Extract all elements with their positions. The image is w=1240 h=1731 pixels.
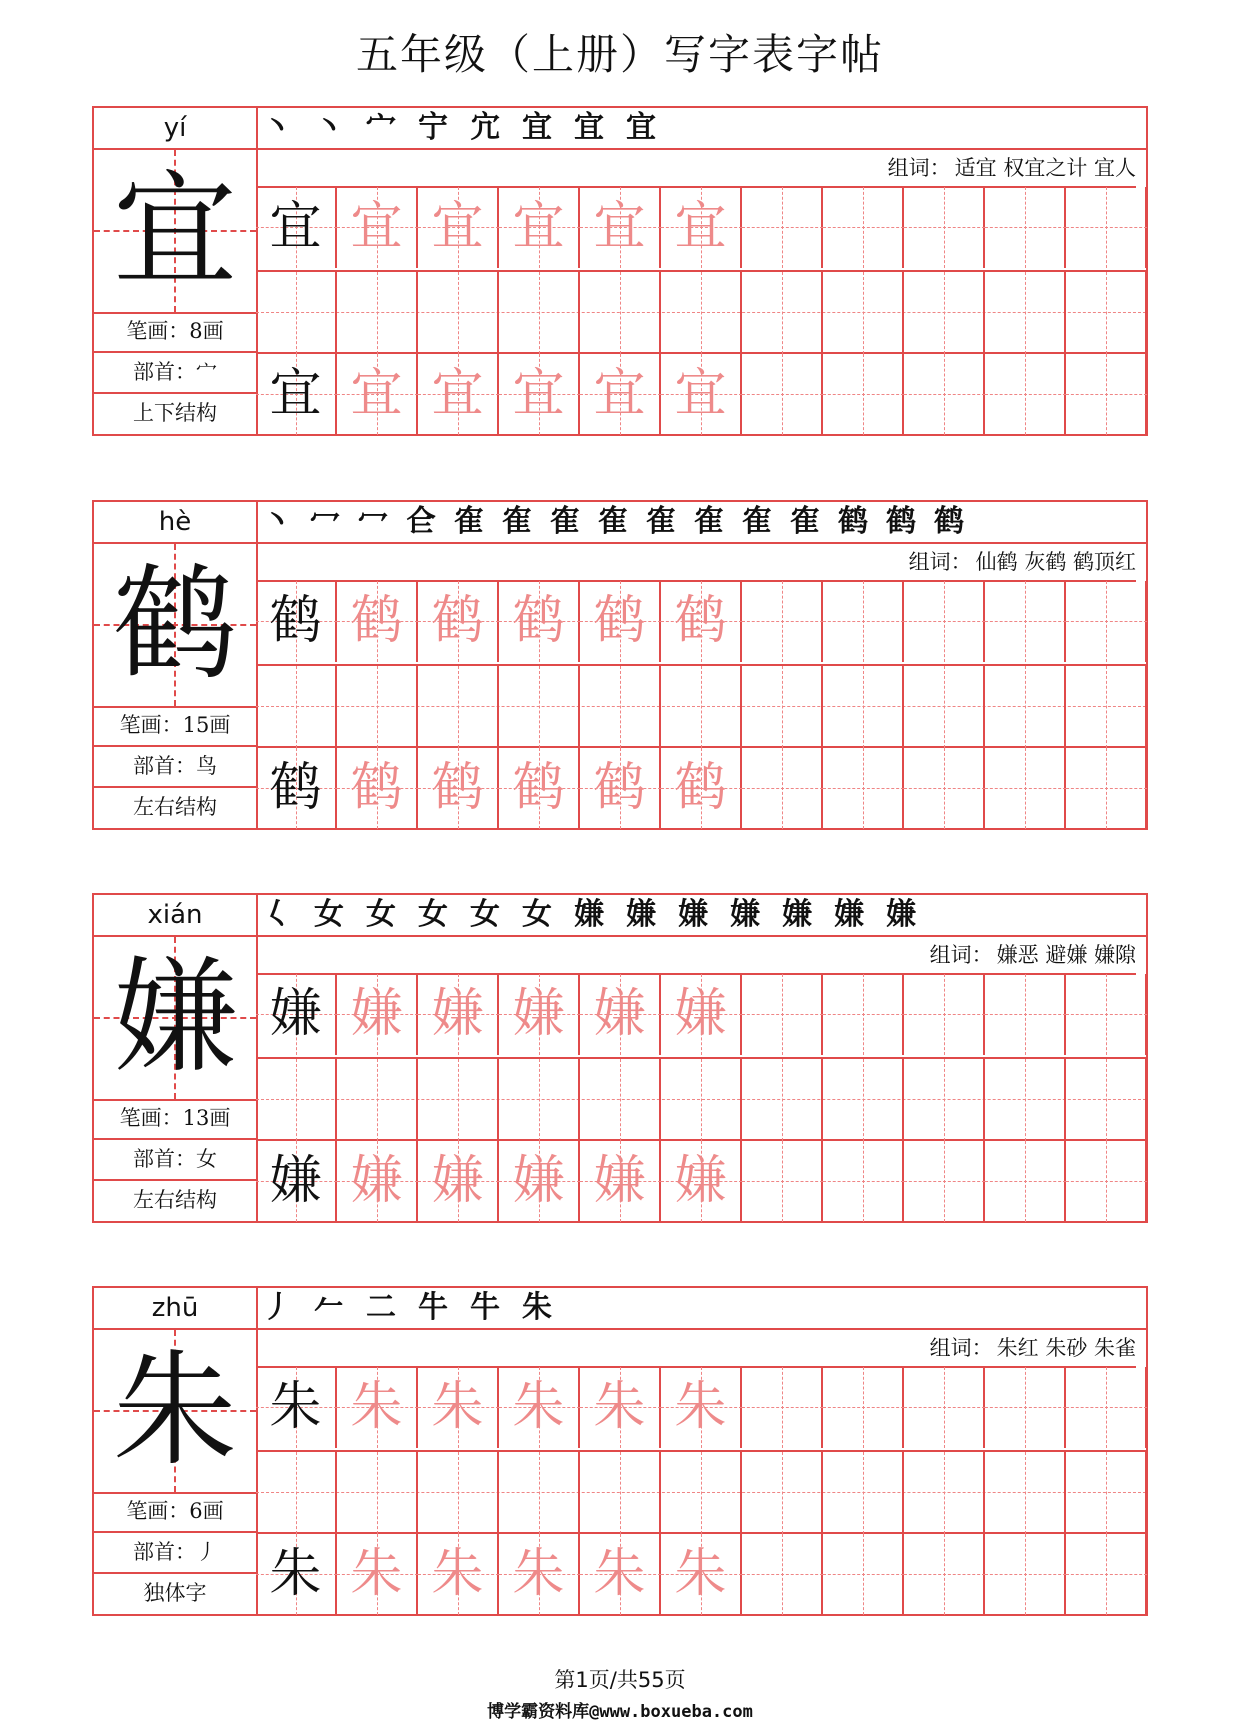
writing-cell (661, 581, 742, 662)
char-block-2 (92, 500, 1148, 830)
blank-cell (1066, 1059, 1147, 1141)
trace-char: 宜 (593, 364, 646, 424)
blank-cell (985, 1059, 1066, 1141)
writing-cell (661, 748, 742, 829)
trace-char: 朱 (512, 1377, 565, 1437)
model-char-cell (94, 150, 256, 314)
blank-cell (580, 666, 661, 748)
stroke-step: 隺 (502, 504, 532, 539)
stroke-step: 宜 (626, 110, 656, 145)
writing-cell[interactable] (823, 748, 904, 829)
structure: 独体字 (143, 1581, 207, 1605)
blank-cell (418, 272, 499, 354)
stroke-step: 仺 (406, 504, 436, 539)
writing-cell (337, 748, 418, 829)
trace-char: 嫌 (593, 1151, 646, 1211)
writing-cell (661, 1534, 742, 1615)
writing-row (256, 1367, 1146, 1449)
stroke-step: 隺 (454, 504, 484, 539)
model-char: 嫌 (112, 946, 237, 1090)
writing-row (256, 581, 1146, 663)
writing-row (256, 974, 1146, 1056)
blank-cell (256, 272, 337, 354)
char-block-3 (92, 893, 1148, 1223)
stroke-order-row (256, 1288, 1146, 1330)
writing-cell (418, 1141, 499, 1222)
trace-char: 嫌 (674, 984, 727, 1044)
practice-area (256, 1288, 1146, 1614)
stroke-order-row (256, 895, 1146, 937)
structure: 左右结构 (133, 1188, 217, 1212)
stroke-step: 宀 (366, 110, 396, 145)
model-char-cell (94, 1330, 256, 1494)
char-info-panel (94, 895, 258, 1221)
trace-char: 嫌 (512, 1151, 565, 1211)
stroke-step: 宜 (522, 110, 552, 145)
words-list: 嫌恶 避嫌 嫌隙 (996, 943, 1136, 967)
writing-row (256, 1532, 1146, 1616)
writing-cell (418, 974, 499, 1055)
stroke-step: 丶 (314, 110, 344, 145)
blank-row[interactable] (256, 1450, 1146, 1534)
example-char: 朱 (269, 1377, 322, 1437)
words-list: 朱红 朱砂 朱雀 (996, 1336, 1136, 1360)
writing-cell[interactable] (1066, 748, 1147, 829)
writing-cell[interactable] (742, 354, 823, 435)
trace-char: 嫌 (431, 984, 484, 1044)
stroke-step: 女 (522, 897, 552, 932)
writing-cell[interactable] (1066, 187, 1147, 268)
writing-cell (337, 581, 418, 662)
stroke-step: 冖 (310, 504, 340, 539)
writing-cell[interactable] (823, 1141, 904, 1222)
blank-cell (904, 666, 985, 748)
writing-cell (337, 187, 418, 268)
writing-cell[interactable] (823, 581, 904, 662)
writing-cell (580, 1367, 661, 1448)
writing-cell[interactable] (742, 1534, 823, 1615)
trace-char: 朱 (431, 1377, 484, 1437)
writing-cell (499, 748, 580, 829)
blank-cell (337, 666, 418, 748)
stroke-step: 二 (366, 1290, 396, 1325)
writing-cell (418, 748, 499, 829)
trace-char: 嫌 (431, 1151, 484, 1211)
trace-char: 鹤 (431, 591, 484, 651)
words-label: 组词： (908, 550, 972, 574)
example-char: 鹤 (269, 591, 322, 651)
stroke-step: 隺 (790, 504, 820, 539)
words-label: 组词： (929, 943, 993, 967)
writing-cell (499, 1367, 580, 1448)
blank-cell (661, 666, 742, 748)
radical: 部首：鸟 (94, 747, 256, 788)
stroke-step: 女 (314, 897, 344, 932)
writing-cell[interactable] (742, 187, 823, 268)
trace-char: 朱 (674, 1377, 727, 1437)
writing-cell[interactable] (823, 1367, 904, 1448)
writing-cell (256, 1367, 337, 1448)
writing-cell[interactable] (742, 1367, 823, 1448)
blank-cell (1066, 666, 1147, 748)
writing-cell[interactable] (904, 1141, 985, 1222)
word-examples (256, 937, 1136, 975)
blank-cell (499, 1059, 580, 1141)
writing-cell (499, 581, 580, 662)
writing-cell (661, 354, 742, 435)
blank-cell (742, 272, 823, 354)
char-info-panel (94, 1288, 258, 1614)
blank-cell (337, 272, 418, 354)
stroke-step: 嫌 (834, 897, 864, 932)
writing-cell[interactable] (985, 974, 1066, 1055)
blank-cell (985, 1452, 1066, 1534)
stroke-step: 𠂉 (314, 1290, 344, 1325)
writing-cell (337, 974, 418, 1055)
writing-cell (580, 1534, 661, 1615)
writing-cell (337, 1141, 418, 1222)
trace-char: 鹤 (593, 591, 646, 651)
trace-char: 朱 (593, 1377, 646, 1437)
stroke-step: 隺 (598, 504, 628, 539)
writing-cell[interactable] (904, 974, 985, 1055)
trace-char: 宜 (593, 197, 646, 257)
blank-cell (661, 1452, 742, 1534)
example-char: 宜 (269, 364, 322, 424)
words-label: 组词： (887, 156, 951, 180)
trace-char: 嫌 (674, 1151, 727, 1211)
blank-cell (823, 666, 904, 748)
writing-cell[interactable] (985, 354, 1066, 435)
word-examples (256, 150, 1136, 188)
writing-cell (580, 748, 661, 829)
writing-cell[interactable] (742, 748, 823, 829)
writing-cell[interactable] (985, 581, 1066, 662)
model-char: 宜 (112, 159, 237, 303)
trace-char: 鹤 (674, 758, 727, 818)
writing-cell (256, 1534, 337, 1615)
trace-char: 宜 (674, 197, 727, 257)
trace-char: 宜 (350, 197, 403, 257)
writing-cell (580, 1141, 661, 1222)
writing-cell[interactable] (904, 1534, 985, 1615)
writing-cell[interactable] (742, 581, 823, 662)
stroke-step: 丶 (262, 504, 292, 539)
writing-cell (256, 187, 337, 268)
blank-row[interactable] (256, 1057, 1146, 1141)
blank-cell (1066, 1452, 1147, 1534)
char-block-1 (92, 106, 1148, 436)
trace-char: 宜 (431, 364, 484, 424)
blank-cell (985, 666, 1066, 748)
trace-char: 嫌 (350, 984, 403, 1044)
blank-cell (256, 666, 337, 748)
writing-cell[interactable] (985, 1141, 1066, 1222)
stroke-order-row (256, 502, 1146, 544)
writing-cell (580, 187, 661, 268)
trace-char: 朱 (593, 1544, 646, 1604)
stroke-step: 牛 (418, 1290, 448, 1325)
example-char: 朱 (269, 1544, 322, 1604)
stroke-step: 宁 (418, 110, 448, 145)
trace-char: 鹤 (674, 591, 727, 651)
writing-cell (256, 581, 337, 662)
writing-cell (418, 354, 499, 435)
writing-cell (256, 974, 337, 1055)
model-char: 鹤 (112, 553, 237, 697)
writing-cell[interactable] (1066, 354, 1147, 435)
blank-cell (499, 666, 580, 748)
writing-cell (418, 1367, 499, 1448)
stroke-step: 隺 (550, 504, 580, 539)
trace-char: 鹤 (350, 758, 403, 818)
blank-cell (337, 1059, 418, 1141)
blank-cell (418, 1452, 499, 1534)
stroke-step: 丶 (262, 110, 292, 145)
blank-cell (661, 1059, 742, 1141)
stroke-step: 嫌 (678, 897, 708, 932)
blank-cell (256, 1059, 337, 1141)
example-char: 嫌 (269, 984, 322, 1044)
pinyin: hè (94, 502, 256, 544)
stroke-step: 𡿨 (262, 897, 292, 932)
stroke-step: 隺 (742, 504, 772, 539)
model-char-cell (94, 544, 256, 708)
char-block-4 (92, 1286, 1148, 1616)
writing-cell (418, 1534, 499, 1615)
writing-cell[interactable] (1066, 1141, 1147, 1222)
writing-cell (661, 974, 742, 1055)
writing-cell[interactable] (904, 748, 985, 829)
words-list: 仙鹤 灰鹤 鹤顶红 (975, 550, 1136, 574)
blank-cell (580, 1059, 661, 1141)
radical: 部首：女 (94, 1140, 256, 1181)
stroke-step: 女 (366, 897, 396, 932)
trace-char: 鹤 (512, 591, 565, 651)
writing-cell[interactable] (904, 354, 985, 435)
writing-row (256, 1139, 1146, 1223)
writing-cell[interactable] (742, 974, 823, 1055)
blank-cell (823, 1059, 904, 1141)
trace-char: 嫌 (350, 1151, 403, 1211)
example-char: 宜 (269, 197, 322, 257)
trace-char: 宜 (350, 364, 403, 424)
stroke-order-row (256, 108, 1146, 150)
writing-cell[interactable] (904, 187, 985, 268)
structure: 上下结构 (133, 401, 217, 425)
trace-char: 鹤 (431, 758, 484, 818)
writing-row (256, 352, 1146, 436)
model-char-cell (94, 937, 256, 1101)
trace-char: 朱 (350, 1377, 403, 1437)
trace-char: 鹤 (593, 758, 646, 818)
blank-cell (742, 666, 823, 748)
blank-cell (742, 1452, 823, 1534)
writing-row (256, 746, 1146, 830)
writing-cell[interactable] (985, 1367, 1066, 1448)
writing-cell[interactable] (1066, 1367, 1147, 1448)
char-info-panel (94, 502, 258, 828)
writing-cell (337, 1367, 418, 1448)
blank-cell (742, 1059, 823, 1141)
stroke-step: 嫌 (574, 897, 604, 932)
stroke-step: 冖 (358, 504, 388, 539)
stroke-step: 嫌 (626, 897, 656, 932)
pinyin: zhū (94, 1288, 256, 1330)
trace-char: 宜 (512, 364, 565, 424)
stroke-step: 嫌 (730, 897, 760, 932)
trace-char: 朱 (512, 1544, 565, 1604)
stroke-count: 笔画：6画 (94, 1492, 256, 1533)
blank-cell (904, 1452, 985, 1534)
writing-cell (499, 974, 580, 1055)
stroke-step: 女 (470, 897, 500, 932)
stroke-count: 笔画：13画 (94, 1099, 256, 1140)
stroke-step: 朱 (522, 1290, 552, 1325)
blank-row[interactable] (256, 664, 1146, 748)
writing-cell (580, 581, 661, 662)
char-info-panel (94, 108, 258, 434)
writing-cell (337, 1534, 418, 1615)
blank-cell (1066, 272, 1147, 354)
stroke-step: 隺 (646, 504, 676, 539)
trace-char: 嫌 (593, 984, 646, 1044)
blank-cell (499, 272, 580, 354)
blank-cell (580, 1452, 661, 1534)
radical: 部首：丿 (94, 1533, 256, 1574)
blank-cell (499, 1452, 580, 1534)
blank-cell (823, 272, 904, 354)
practice-area (256, 895, 1146, 1221)
writing-cell (661, 1141, 742, 1222)
blank-cell (580, 272, 661, 354)
trace-char: 宜 (512, 197, 565, 257)
blank-cell (823, 1452, 904, 1534)
writing-cell (256, 1141, 337, 1222)
stroke-step: 丿 (262, 1290, 292, 1325)
writing-cell[interactable] (1066, 974, 1147, 1055)
trace-char: 朱 (431, 1544, 484, 1604)
writing-cell (580, 354, 661, 435)
writing-cell[interactable] (904, 581, 985, 662)
writing-cell (661, 187, 742, 268)
blank-cell (661, 272, 742, 354)
writing-cell (337, 354, 418, 435)
trace-char: 嫌 (512, 984, 565, 1044)
trace-char: 朱 (674, 1544, 727, 1604)
stroke-step: 宜 (574, 110, 604, 145)
writing-row (256, 187, 1146, 269)
word-examples (256, 1330, 1136, 1368)
writing-cell[interactable] (985, 187, 1066, 268)
writing-cell[interactable] (823, 974, 904, 1055)
site-watermark: 博学霸资料库@www.boxueba.com (487, 1702, 753, 1722)
pinyin: xián (94, 895, 256, 937)
page-number: 第1页/共55页 (554, 1668, 686, 1692)
writing-cell[interactable] (1066, 1534, 1147, 1615)
stroke-step: 嫌 (782, 897, 812, 932)
writing-cell (661, 1367, 742, 1448)
writing-cell[interactable] (823, 1534, 904, 1615)
stroke-step: 隺 (694, 504, 724, 539)
trace-char: 宜 (431, 197, 484, 257)
stroke-count: 笔画：8画 (94, 312, 256, 353)
trace-char: 宜 (674, 364, 727, 424)
stroke-count: 笔画：15画 (94, 706, 256, 747)
practice-area (256, 108, 1146, 434)
trace-char: 鹤 (512, 758, 565, 818)
blank-cell (904, 272, 985, 354)
writing-cell (499, 354, 580, 435)
word-examples (256, 544, 1136, 582)
blank-row[interactable] (256, 270, 1146, 354)
writing-cell[interactable] (904, 1367, 985, 1448)
stroke-step: 鹤 (934, 504, 964, 539)
page-title: 五年级（上册）写字表字帖 (355, 30, 884, 79)
example-char: 鹤 (269, 758, 322, 818)
trace-char: 鹤 (350, 591, 403, 651)
writing-cell[interactable] (1066, 581, 1147, 662)
writing-cell (499, 1534, 580, 1615)
structure: 左右结构 (133, 795, 217, 819)
writing-cell (256, 354, 337, 435)
writing-cell (499, 187, 580, 268)
writing-cell (499, 1141, 580, 1222)
writing-cell (580, 974, 661, 1055)
writing-cell[interactable] (985, 1534, 1066, 1615)
writing-cell[interactable] (742, 1141, 823, 1222)
writing-cell (418, 187, 499, 268)
writing-cell[interactable] (823, 187, 904, 268)
blank-cell (418, 1059, 499, 1141)
stroke-step: 宂 (470, 110, 500, 145)
stroke-step: 鹤 (838, 504, 868, 539)
stroke-step: 女 (418, 897, 448, 932)
words-label: 组词： (929, 1336, 993, 1360)
blank-cell (985, 272, 1066, 354)
blank-cell (904, 1059, 985, 1141)
writing-cell (256, 748, 337, 829)
stroke-step: 嫌 (886, 897, 916, 932)
writing-cell[interactable] (985, 748, 1066, 829)
blank-cell (337, 1452, 418, 1534)
blank-cell (418, 666, 499, 748)
writing-cell[interactable] (823, 354, 904, 435)
stroke-step: 鹤 (886, 504, 916, 539)
trace-char: 朱 (350, 1544, 403, 1604)
example-char: 嫌 (269, 1151, 322, 1211)
model-char: 朱 (112, 1339, 237, 1483)
words-list: 适宜 权宜之计 宜人 (954, 156, 1136, 180)
practice-area (256, 502, 1146, 828)
blank-cell (256, 1452, 337, 1534)
stroke-step: 牛 (470, 1290, 500, 1325)
radical: 部首：宀 (94, 353, 256, 394)
pinyin: yí (94, 108, 256, 150)
writing-cell (418, 581, 499, 662)
